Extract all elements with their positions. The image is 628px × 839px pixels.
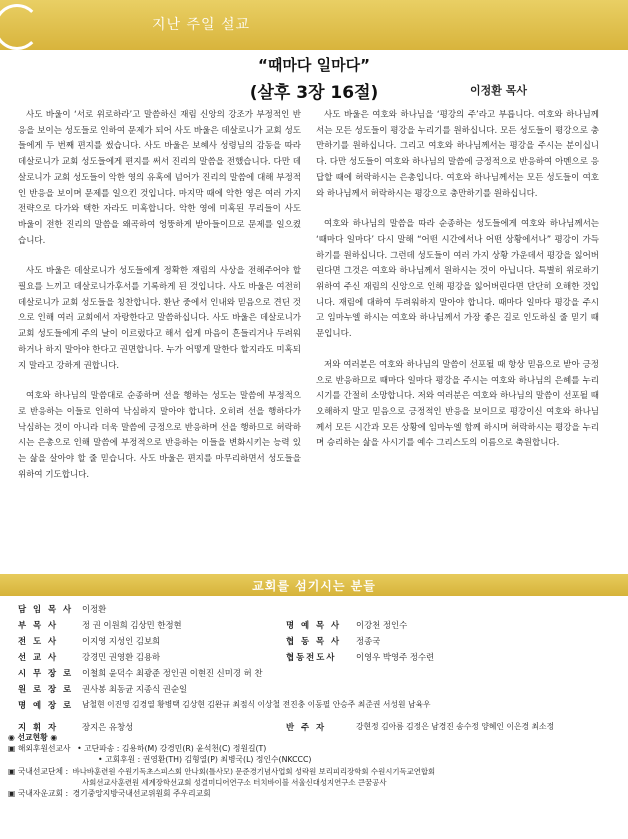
staff-label: 명 예 목 사 xyxy=(286,620,342,630)
mission-line xyxy=(8,754,620,765)
staff-label: 부 목 사 xyxy=(18,620,59,630)
sermon-reference: (살후 3장 16절) xyxy=(249,83,379,103)
sermon-title: “때마다 일마다” xyxy=(258,56,370,74)
staff-value: 강현정 김아름 김정은 남경진 송수정 양혜인 이은경 최소정 xyxy=(356,722,555,731)
staff-value: 정 권 이원희 김상민 한정현 xyxy=(82,620,182,630)
paragraph: 여호와 하나님의 말씀을 따라 순종하는 성도들에게 여호와 하나님께서는 ‘때마다 일마다’ 다시 말해 “어떤 시간에서나 어떤 상황에서나” 평강이 가득하기를 원하십니다. 그런데 성도들이 여러 가지 상황 가운데서 평강을 잃어버린다면 그것은 여호와 하나님께서 원하시는 것이 아닙니다. 특별히 위로하기 위하여 주신 재림의 신앙으로 인해 평강을 잃어버린다면 단단히 오해한 것입니다. 재림에 대하여 두려워하지 말아야 합니다. 때마다 일마다 평강을 주시고 임마누엘 하시는 여호와 하나님께서 가장 좋은 길로 인도하실 줄 믿기 때문입니다. xyxy=(316,219,599,340)
staff-label: 명 예 장 로 xyxy=(18,700,74,710)
paragraph: 저와 여러분은 여호와 하나님의 말씀이 선포될 때 항상 믿음으로 받아 긍정으로 반응하므로 때마다 일마다 평강을 주시는 여호와 하나님의 은혜를 누리시기를 간절히 소망합니다. 저와 여러분은 여호와 하나님의 말씀이 선포될 때 오해하지 말고 믿음으로 긍정적인 반응을 보이므로 평강이신 여호와 하나님께서 모든 시간과 모든 상황에 임마누엘 함께 하시며 허락하시는 평강을 누리며 승리하는 삶을 사시기를 예수 그리스도의 이름으로 축원합니다. xyxy=(316,359,599,449)
mission-text: 경기중앙지방국내선교위원회 주우리교회 xyxy=(72,789,211,799)
staff-value: 권사봉 최동균 지종식 권순일 xyxy=(82,684,188,694)
staff-label: 담 임 목 사 xyxy=(18,604,74,614)
header-bar xyxy=(0,0,628,50)
mission-text: 바나바훈련원 수원기독초스피스회 안나회(틀사모) 문준경기념사업회 성락원 보리피리장학회 수원시기독교연합회 xyxy=(72,766,436,776)
mission-text: • 고단파송 : 김용하(M) 강경민(R) 윤석천(C) 정원길(T) xyxy=(77,744,267,754)
staff-label: 협 동 목 사 xyxy=(286,636,342,646)
sermon-column-right xyxy=(316,108,599,467)
mission-label: ▣ 국내선교단체 : xyxy=(8,766,69,776)
staff-label: 반 주 자 xyxy=(286,722,327,732)
staff-row xyxy=(18,603,618,619)
mission-text: 사회선교사훈련원 세계장학선교회 성결미디어연구소 터치바이블 서울신대성지연구소 큰꿈공사 xyxy=(82,777,387,787)
staff-value: 정종국 xyxy=(356,636,381,646)
mission-line xyxy=(8,766,620,777)
section-title: 지난 주일 설교 xyxy=(152,17,251,33)
staff-label: 협동전도사 xyxy=(286,652,337,662)
staff-list xyxy=(18,603,618,737)
mission-label: ▣ 국내자운교회 : xyxy=(8,789,69,799)
staff-row xyxy=(18,619,618,635)
mission-text: • 고회후원 : 권영환(TH) 김형열(P) 최병국(L) 정인수(NKCCC) xyxy=(98,755,312,765)
staff-row xyxy=(18,667,618,683)
paragraph: 사도 바울이 ‘서로 위로하라’고 말씀하신 재림 신앙의 강조가 부정적인 반응을 보이는 성도들로 인하여 문제가 되어 사도 바울은 데살로니가 교회 성도들에게 두 번째 편지를 썼습니다. 사도 바울은 보혜사 성령님의 감동을 따라 데살로니가 교회 성도들에게 편지를 써서 진리의 말씀을 전했습니다. 다만 데살로니가 교회 성도들이 악한 영의 유혹에 넘어가 진리의 말씀에 대해 부정적인 반응을 보이며 문제를 일으킨 것입니다. 마지막 때에 악한 영은 여러 가지 전략으로 다가와 택한 자라도 미혹합니다. 악한 영에 미혹된 무리들이 사도 바울이 전한 진리의 말씀을 왜곡하여 엉뚱하게 받아들이므로 문제를 일으켰습니다. xyxy=(18,110,301,246)
paragraph: 사도 바울은 여호와 하나님을 ‘평강의 주’라고 부릅니다. 여호와 하나님께서는 모든 성도들이 평강을 누리기를 원하십니다. 모든 성도들이 평강으로 충만하기를 원하십니다. 그리고 여호와 하나님께서는 평강을 주시는 분이십니다. 다만 성도들이 여호와 하나님의 말씀에 긍정적으로 반응하여 아멘으로 응답할 때에 허락하시는 은총입니다. 여호와 하나님께서는 모든 성도들이 여호와 하나님께서 허락하시는 평강으로 충만하기를 원하십니다. xyxy=(316,110,599,199)
paragraph: 여호와 하나님의 말씀대로 순종하며 선을 행하는 성도는 말씀에 부정적으로 반응하는 이들로 인하여 낙심하지 말아야 합니다. 오히려 선을 행하다가 낙심하는 것이 아니라 더욱 말씀에 긍정으로 반응하며 선을 행하므로 허락하시는 은총으로 인해 말씀에 부정적으로 반응하는 이들을 변화시키는 능력 있는 삶을 살아야 할 줄 믿습니다. 사도 바울은 편지를 마무리하면서 성도들을 위하여 기도합니다. xyxy=(18,391,301,480)
staff-value: 이정환 xyxy=(82,604,107,614)
staff-value: 이영우 박영주 정수련 xyxy=(356,652,435,662)
staff-value: 이지영 지성인 김보희 xyxy=(82,636,161,646)
staff-label: 시 무 장 로 xyxy=(18,668,74,678)
staff-row xyxy=(18,651,618,667)
mission-line xyxy=(8,777,620,788)
staff-row xyxy=(18,635,618,651)
church-logo-icon xyxy=(0,4,40,50)
staff-section-bar xyxy=(0,574,628,596)
staff-row xyxy=(18,699,618,715)
staff-label: 지 휘 자 xyxy=(18,722,59,732)
sermon-column-left xyxy=(18,108,301,498)
staff-section-title: 교회를 섬기시는 분들 xyxy=(252,579,376,593)
staff-value: 강경민 권영환 김용하 xyxy=(82,652,161,662)
staff-row xyxy=(18,683,618,699)
staff-value: 이강천 정인수 xyxy=(356,620,408,630)
mission-line xyxy=(8,788,620,799)
mission-line xyxy=(8,743,620,754)
staff-value: 남철현 이진영 김경열 황병택 김상현 김완규 최점식 이상철 전진충 이동필 안승주 최준권 서성원 남육우 xyxy=(82,700,431,709)
staff-label: 원 로 장 로 xyxy=(18,684,74,694)
staff-label: 전 도 사 xyxy=(18,636,59,646)
paragraph: 사도 바울은 데살로니가 성도들에게 정확한 재림의 사상을 전해주어야 할 필요를 느끼고 데살로니가후서를 기록하게 된 것입니다. 사도 바울은 여전히 데살로니가 교회 성도들을 칭찬합니다. 환난 중에서 인내와 믿음으로 견딘 것으로 인해 여러 교회에서 자랑한다고 말씀하십니다. 사도 바울은 데살로니가 교회 성도들에게 주의 날이 이르렀다고 해서 쉽게 마음이 흔들리거나 두려워하거나 하지 말아야 한다고 권면합니다. 누가 어떻게 말한다 할지라도 미혹되지 말라고 강하게 권합니다. xyxy=(18,266,301,371)
staff-value: 장지은 유창성 xyxy=(82,722,134,732)
staff-value: 이철희 윤덕수 최광준 정인권 이현진 신미경 허 찬 xyxy=(82,668,263,678)
missions-list xyxy=(8,732,620,799)
mission-label: ▣ 해외후원선교사 xyxy=(8,744,71,754)
sermon-author: 이정환 목사 xyxy=(470,84,527,97)
staff-label: 선 교 사 xyxy=(18,652,59,662)
missions-title: ◉ 선교현황 ◉ xyxy=(8,733,58,742)
